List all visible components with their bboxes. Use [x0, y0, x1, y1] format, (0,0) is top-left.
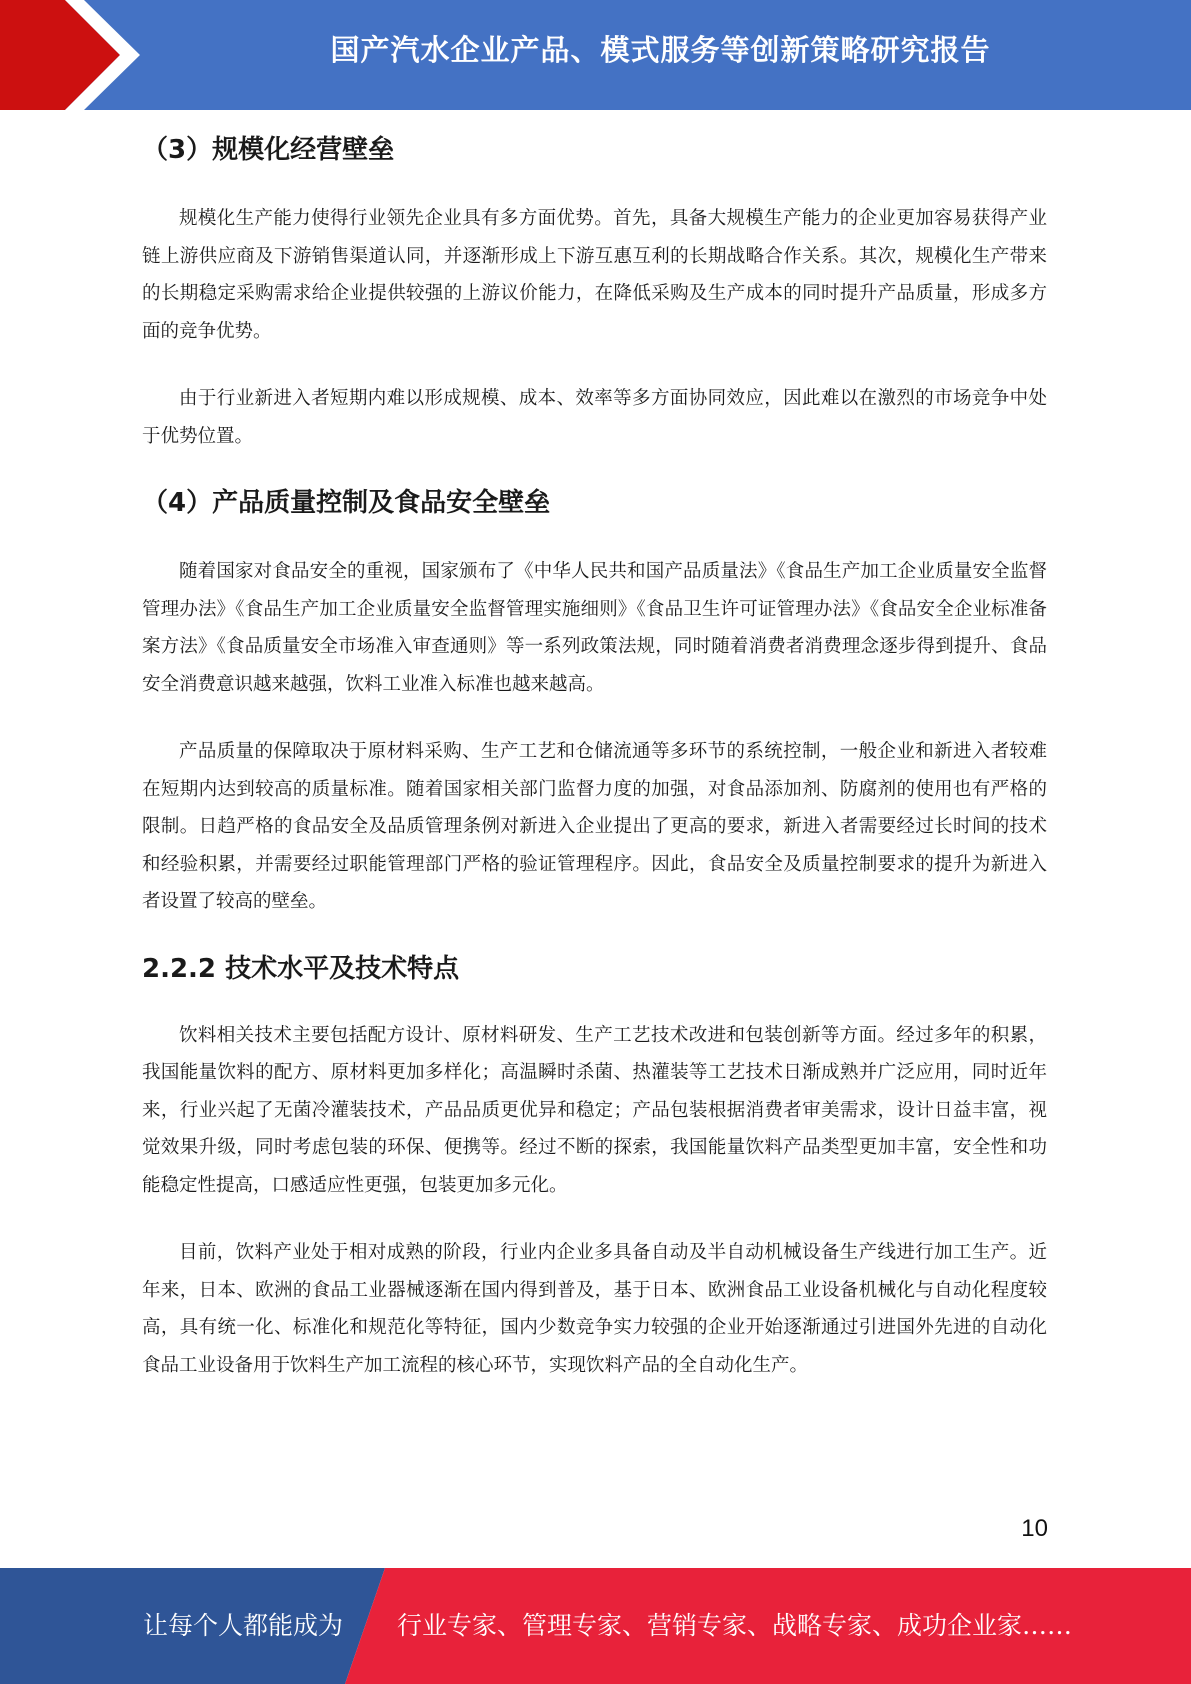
- paragraph: 饮料相关技术主要包括配方设计、原材料研发、生产工艺技术改进和包装创新等方面。经过多年的积累，我国能量饮料的配方、原材料更加多样化；高温瞬时杀菌、热灌装等工艺技术日渐成熟并广泛应用，同时近年来，行业兴起了无菌冷灌装技术，产品品质更优异和稳定；产品包装根据消费者审美需求，设计日益丰富，视觉效果升级，同时考虑包装的环保、便携等。经过不断的探索，我国能量饮料产品类型更加丰富，安全性和功能稳定性提高，口感适应性更强，包装更加多元化。: [142, 1024, 1047, 1196]
- section-heading: （3）规模化经营壁垒: [142, 135, 395, 165]
- footer-slogan-right: 行业专家、管理专家、营销专家、战略专家、成功企业家……: [397, 1611, 1073, 1640]
- paragraph: 规模化生产能力使得行业领先企业具有多方面优势。首先，具备大规模生产能力的企业更加容易获得产业链上游供应商及下游销售渠道认同，并逐渐形成上下游互惠互利的长期战略合作关系。其次，规模化生产带来的长期稳定采购需求给企业提供较强的上游议价能力，在降低采购及生产成本的同时提升产品质量，形成多方面的竞争优势。: [142, 208, 1047, 342]
- report-title: 国产汽水企业产品、模式服务等创新策略研究报告: [330, 33, 991, 67]
- page-header: [0, 0, 1191, 110]
- section-heading: （4）产品质量控制及食品安全壁垒: [142, 488, 551, 518]
- paragraph: 目前，饮料产业处于相对成熟的阶段，行业内企业多具备自动及半自动机械设备生产线进行加工生产。近年来，日本、欧洲的食品工业器械逐渐在国内得到普及，基于日本、欧洲食品工业设备机械化与自动化程度较高，具有统一化、标准化和规范化等特征，国内少数竞争实力较强的企业开始逐渐通过引进国外先进的自动化食品工业设备用于饮料生产加工流程的核心环节，实现饮料产品的全自动化生产。: [142, 1242, 1047, 1376]
- document-body: [142, 120, 1047, 1414]
- paragraph: 由于行业新进入者短期内难以形成规模、成本、效率等多方面协同效应，因此难以在激烈的市场竞争中处于优势位置。: [142, 388, 1047, 447]
- paragraph: 随着国家对食品安全的重视，国家颁布了《中华人民共和国产品质量法》《食品生产加工企业质量安全监督管理办法》《食品生产加工企业质量安全监督管理实施细则》《食品卫生许可证管理办法》《食品安全企业标准备案方法》《食品质量安全市场准入审查通则》等一系列政策法规，同时随着消费者消费理念逐步得到提升、食品安全消费意识越来越强，饮料工业准入标准也越来越高。: [142, 561, 1047, 695]
- page-number: 10: [1021, 1515, 1048, 1542]
- footer-slogan-left: 让每个人都能成为: [143, 1611, 344, 1640]
- header-chevron-graphic: [0, 0, 160, 110]
- subsection-heading: 2.2.2 技术水平及技术特点: [142, 953, 460, 984]
- page-footer: [0, 1568, 1191, 1684]
- paragraph: 产品质量的保障取决于原材料采购、生产工艺和仓储流通等多环节的系统控制，一般企业和新进入者较难在短期内达到较高的质量标准。随着国家相关部门监督力度的加强，对食品添加剂、防腐剂的使用也有严格的限制。日趋严格的食品安全及品质管理条例对新进入企业提出了更高的要求，新进入者需要经过长时间的技术和经验积累，并需要经过职能管理部门严格的验证管理程序。因此，食品安全及质量控制要求的提升为新进入者设置了较高的壁垒。: [142, 741, 1047, 912]
